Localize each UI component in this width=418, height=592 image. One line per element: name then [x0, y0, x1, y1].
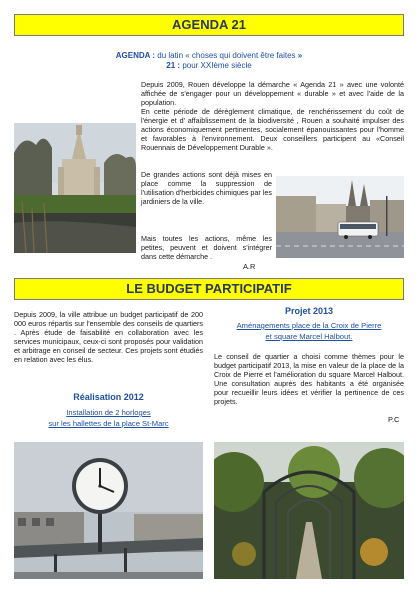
budget-title: LE BUDGET PARTICIPATIF [126, 281, 292, 296]
budget-banner [14, 278, 404, 300]
agenda-def-term-21: 21 : [166, 61, 181, 70]
clock-photo [14, 442, 203, 579]
realisation-link-line1[interactable]: Installation de 2 horloges [66, 408, 151, 417]
square-pergola-photo [214, 442, 404, 579]
agenda-signature: A.R [243, 262, 256, 271]
realisation-link-line2[interactable]: sur les hallettes de la place St-Marc [48, 419, 169, 428]
agenda-paragraph-2: En cette période de dérèglement climatique, de renchérissement du coût de l'énergie et d' affaiblissement de la biodiversité , Rouen a souhaité impulser des actions économiquement pertinentes, socialement épanouissantes pour l'homme et favorables à l'environnement. Deux conseillers participent au «Conseil Rouennais de Développement Durable ». [141, 107, 404, 153]
projet-2013-title: Projet 2013 [284, 306, 334, 316]
agenda21-title: AGENDA 21 [172, 17, 246, 32]
agenda-def-text: du latin « choses qui doivent être faites [155, 51, 298, 60]
projet-2013-text: Le conseil de quartier a choisi comme thèmes pour le budget participatif 2013, la mise en valeur de la place de la Croix de Pierre et l'amélioration du square Marcel Halbout. Une consultation auprès des habitants a été organisée pour recueillir leurs idées et vérifier la pertinence de ces projets. [214, 352, 404, 407]
agenda-paragraph-4: Mais toutes les actions, même les petites, peuvent et doivent s'intégrer dans cette démarche . [141, 234, 272, 262]
projet-link-line2[interactable]: et square Marcel Halbout. [265, 332, 353, 341]
realisation-2012-title: Réalisation 2012 [73, 392, 144, 402]
agenda-paragraph-1: Depuis 2009, Rouen développe la démarche « Agenda 21 » avec une volonté affichée de s'engager pour un développement « durable » et avec l'aide de la population. [141, 80, 404, 108]
agenda-def-text-21: pour XXIème siècle [180, 61, 252, 70]
agenda-definition-line2 [14, 61, 404, 71]
projet-link-line1[interactable]: Aménagements place de la Croix de Pierre [236, 321, 382, 330]
budget-intro: Depuis 2009, la ville attribue un budget participatif de 200 000 euros répartis sur l'ensemble des conseils de quartiers . Après étude de faisabilité en collaboration avec les services municipaux, ceux-ci sont proposés pour validation et arbitrage en conseil de secteur. Ces projets sont étudiés en relation avec les élus. [14, 310, 203, 365]
agenda-paragraph-3: De grandes actions sont déjà mises en place comme la suppression de l'utilisation d'herbicides chimiques par les jardiniers de la ville. [141, 170, 272, 207]
street-bus-photo [276, 176, 404, 258]
agenda-definition-line1 [14, 51, 404, 61]
agenda-def-end: » [297, 51, 303, 60]
abbey-photo [14, 123, 136, 253]
agenda21-banner [14, 14, 404, 36]
budget-signature: P.C [388, 415, 400, 424]
agenda-def-term: AGENDA : [115, 51, 156, 60]
